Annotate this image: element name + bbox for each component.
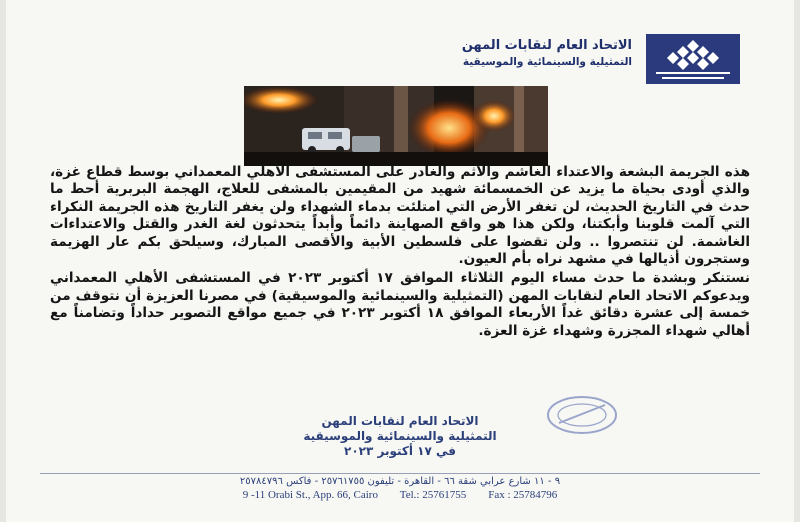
signature-org-subtitle: التمثيلية والسينمائية والموسيقية bbox=[303, 429, 497, 443]
footer-address-arabic: ٩ - ١١ شارع عرابي شقة ٦٦ - القاهرة - تليفون ٢٥٧٦١٧٥٥ - فاكس ٢٥٧٨٤٧٩٦ bbox=[239, 476, 561, 487]
official-stamp-icon bbox=[545, 393, 620, 437]
page-edge-right bbox=[794, 0, 800, 522]
signature-org: الاتحاد العام لنقابات المهن bbox=[321, 414, 479, 428]
union-logo-icon bbox=[646, 34, 740, 84]
letter-body bbox=[50, 164, 750, 340]
signature-date: في ١٧ أكتوبر ٢٠٢٣ bbox=[344, 444, 456, 458]
body-paragraph: نستنكر وبشدة ما حدث مساء اليوم الثلاثاء الموافق ١٧ أكتوبر ٢٠٢٣ في المستشفى الأهلي المعمداني ويدعوكم الاتحاد العام لنقابات المهن (التمثيلية والسينمائية والموسيقية) في مصرنا العزيزة أن نتوقف من خمسة إلى عشرة دقائق غداً الأربعاء الموافق ١٨ أكتوبر ٢٠٢٣ في جميع مواقع التصوير حداداً وتضامناً مع أهالي شهداء المجزرة وشهداء غزة العزة. bbox=[50, 270, 750, 339]
footer-divider bbox=[40, 473, 760, 474]
news-photo bbox=[244, 86, 548, 166]
page-edge-left bbox=[0, 0, 6, 522]
org-name: الاتحاد العام لنقابات المهن bbox=[461, 38, 632, 53]
org-subtitle: التمثيلية والسينمائية والموسيقية bbox=[462, 56, 632, 68]
body-paragraph: هذه الجريمة البشعة والاعتداء الغاشم والآثم والغادر على المستشفى الأهلي المعمداني بوسط قطاع غزة، والذي أودى بحياة ما يزيد عن الخمسمائة شهيد من المقيمين بالمشفى للعلاج، الهجمة البربرية أحط ما حدث في التاريخ الحديث، لن تغفر الأرض التي امتلئت بدماء الشهداء ولن يغفر التاريخ هذه الجريمة النكراء التي آلمت قلوبنا وأبكتنا، ولكن هذا هو واقع الصهاينة دائماً وأبداً يتحدثون لغة الغدر والقتل والاعتداءات الغاشمة. لن تنتصروا .. ولن تقضوا على فلسطين الأبية والأقصى المبارك، وسيلحق بكم عار الهزيمة وستجرون أذيالها في مشهد نراه بأم العيون. bbox=[50, 164, 750, 268]
signature-block bbox=[290, 414, 510, 459]
footer-address-english: 9 -11 Orabi St., App. 66, Cairo Tel.: 25761755 Fax : 25784796 bbox=[242, 489, 558, 501]
